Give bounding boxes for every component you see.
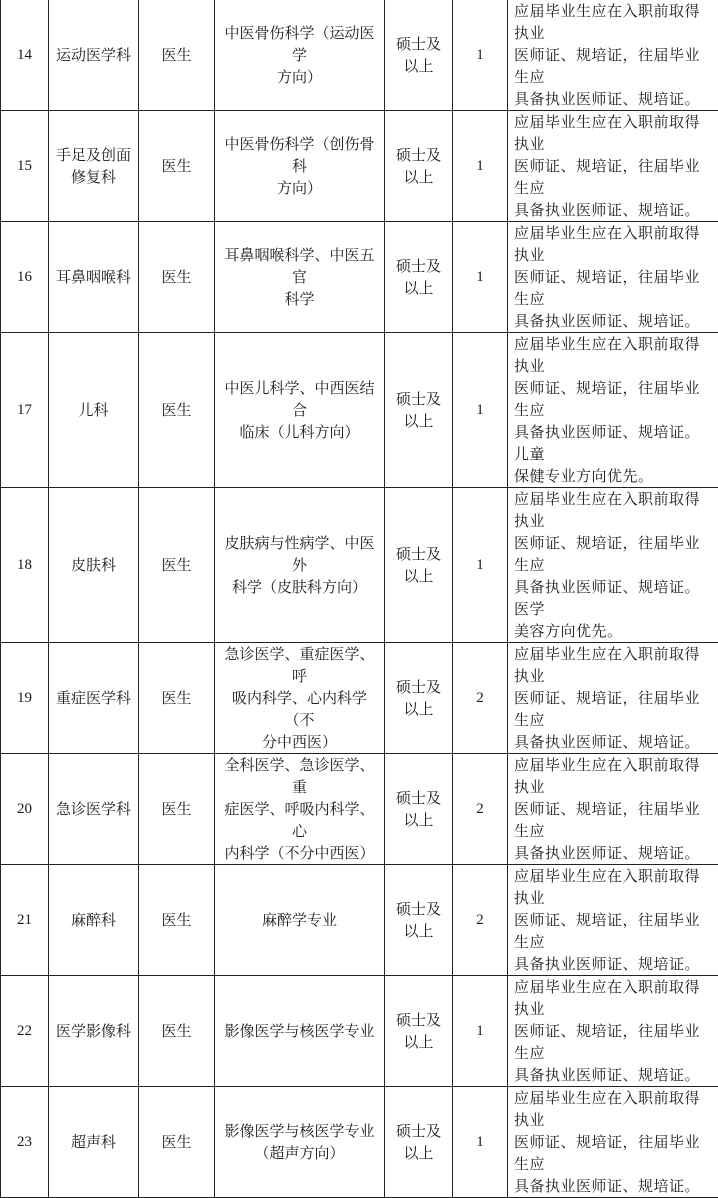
requirements-cell: 应届毕业生应在入职前取得执业 医师证、规培证，往届毕业生应 具备执业医师证、规培证。 (508, 643, 718, 754)
position-cell: 医生 (139, 865, 215, 976)
position-cell: 医生 (139, 0, 215, 111)
row-number: 20 (1, 754, 49, 865)
position-cell: 医生 (139, 333, 215, 488)
major-cell: 急诊医学、重症医学、呼 吸内科学、心内科学（不 分中西医） (215, 643, 385, 754)
table-row (1, 865, 718, 976)
headcount-cell: 1 (453, 333, 508, 488)
major-cell: 中医骨伤科学（运动医学 方向） (215, 0, 385, 111)
requirements-cell: 应届毕业生应在入职前取得执业 医师证、规培证，往届毕业生应 具备执业医师证、规培证。 (508, 865, 718, 976)
requirements-cell: 应届毕业生应在入职前取得执业 医师证、规培证，往届毕业生应 具备执业医师证、规培证。 (508, 1087, 718, 1198)
degree-cell: 硕士及 以上 (385, 222, 453, 333)
headcount-cell: 1 (453, 0, 508, 111)
position-cell: 医生 (139, 222, 215, 333)
row-number: 16 (1, 222, 49, 333)
department-cell: 运动医学科 (49, 0, 139, 111)
department-cell: 超声科 (49, 1087, 139, 1198)
position-cell: 医生 (139, 643, 215, 754)
table-row (1, 643, 718, 754)
headcount-cell: 1 (453, 976, 508, 1087)
row-number: 19 (1, 643, 49, 754)
table-row (1, 222, 718, 333)
degree-cell: 硕士及 以上 (385, 111, 453, 222)
department-cell: 耳鼻咽喉科 (49, 222, 139, 333)
department-cell: 儿科 (49, 333, 139, 488)
department-cell: 急诊医学科 (49, 754, 139, 865)
major-cell: 皮肤病与性病学、中医外 科学（皮肤科方向） (215, 488, 385, 643)
headcount-cell: 2 (453, 643, 508, 754)
requirements-cell: 应届毕业生应在入职前取得执业 医师证、规培证，往届毕业生应 具备执业医师证、规培证。 (508, 222, 718, 333)
degree-cell: 硕士及 以上 (385, 976, 453, 1087)
major-cell: 中医儿科学、中西医结合 临床（儿科方向） (215, 333, 385, 488)
major-cell: 麻醉学专业 (215, 865, 385, 976)
major-cell: 全科医学、急诊医学、重 症医学、呼吸内科学、心 内科学（不分中西医） (215, 754, 385, 865)
requirements-cell: 应届毕业生应在入职前取得执业 医师证、规培证，往届毕业生应 具备执业医师证、规培证。 (508, 754, 718, 865)
row-number: 18 (1, 488, 49, 643)
department-cell: 重症医学科 (49, 643, 139, 754)
table-row (1, 488, 718, 643)
row-number: 21 (1, 865, 49, 976)
requirements-cell: 应届毕业生应在入职前取得执业 医师证、规培证，往届毕业生应 具备执业医师证、规培证。医学 美容方向优先。 (508, 488, 718, 643)
department-cell: 医学影像科 (49, 976, 139, 1087)
position-cell: 医生 (139, 488, 215, 643)
table-row (1, 754, 718, 865)
row-number: 15 (1, 111, 49, 222)
major-cell: 影像医学与核医学专业 (215, 976, 385, 1087)
department-cell: 皮肤科 (49, 488, 139, 643)
department-cell: 麻醉科 (49, 865, 139, 976)
degree-cell: 硕士及 以上 (385, 643, 453, 754)
degree-cell: 硕士及 以上 (385, 754, 453, 865)
degree-cell: 硕士及 以上 (385, 865, 453, 976)
row-number: 22 (1, 976, 49, 1087)
major-cell: 耳鼻咽喉科学、中医五官 科学 (215, 222, 385, 333)
requirements-cell: 应届毕业生应在入职前取得执业 医师证、规培证，往届毕业生应 具备执业医师证、规培证。 (508, 111, 718, 222)
position-cell: 医生 (139, 754, 215, 865)
position-cell: 医生 (139, 1087, 215, 1198)
table-row (1, 111, 718, 222)
degree-cell: 硕士及 以上 (385, 1087, 453, 1198)
headcount-cell: 2 (453, 754, 508, 865)
table-row (1, 333, 718, 488)
requirements-cell: 应届毕业生应在入职前取得执业 医师证、规培证，往届毕业生应 具备执业医师证、规培证。 (508, 976, 718, 1087)
headcount-cell: 1 (453, 1087, 508, 1198)
row-number: 17 (1, 333, 49, 488)
degree-cell: 硕士及 以上 (385, 488, 453, 643)
requirements-cell: 应届毕业生应在入职前取得执业 医师证、规培证，往届毕业生应 具备执业医师证、规培证。 (508, 0, 718, 111)
row-number: 23 (1, 1087, 49, 1198)
headcount-cell: 1 (453, 111, 508, 222)
department-cell: 手足及创面 修复科 (49, 111, 139, 222)
major-cell: 影像医学与核医学专业 （超声方向） (215, 1087, 385, 1198)
degree-cell: 硕士及 以上 (385, 0, 453, 111)
headcount-cell: 1 (453, 222, 508, 333)
table-row (1, 0, 718, 111)
position-cell: 医生 (139, 111, 215, 222)
row-number: 14 (1, 0, 49, 111)
requirements-cell: 应届毕业生应在入职前取得执业 医师证、规培证，往届毕业生应 具备执业医师证、规培证。儿童 保健专业方向优先。 (508, 333, 718, 488)
headcount-cell: 1 (453, 488, 508, 643)
major-cell: 中医骨伤科学（创伤骨科 方向） (215, 111, 385, 222)
table-row (1, 1087, 718, 1198)
table-row (1, 976, 718, 1087)
degree-cell: 硕士及 以上 (385, 333, 453, 488)
position-cell: 医生 (139, 976, 215, 1087)
headcount-cell: 2 (453, 865, 508, 976)
